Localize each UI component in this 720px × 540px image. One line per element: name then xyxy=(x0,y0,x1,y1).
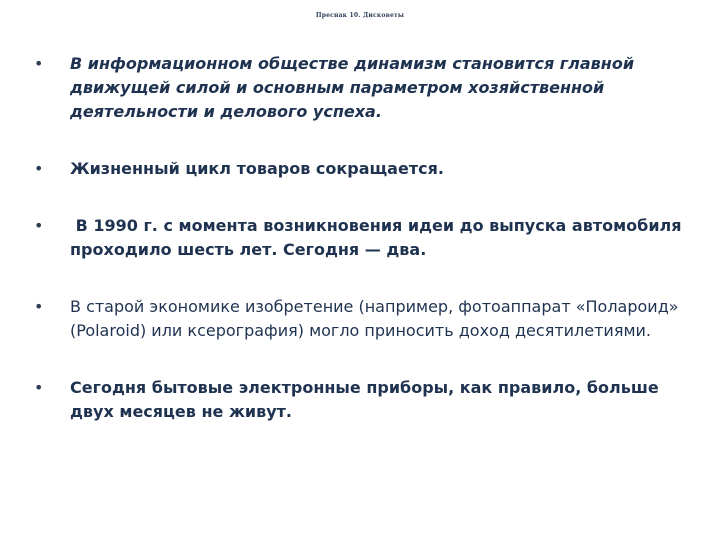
bullet-text: В 1990 г. с момента возникновения идеи до выпуска автомобиля проходило шесть лет. Сегодня — два. xyxy=(70,216,688,259)
bullet-icon: • xyxy=(34,159,44,178)
bullet-icon: • xyxy=(34,216,44,235)
bullet-text: В старой экономике изобретение (например, фотоаппарат «Поларoид» (Polaroid) или ксерография) могло приносить доход десятилетиями. xyxy=(70,297,679,340)
bullet-text: Жизненный цикл товаров сокращается. xyxy=(70,159,444,178)
slide-title: Преснак 10. Дисковеты xyxy=(315,12,405,19)
bullet-icon: • xyxy=(34,378,44,397)
bullet-item-automobile xyxy=(34,214,688,262)
bullet-item-lifecycle xyxy=(34,157,684,181)
bullet-icon: • xyxy=(34,54,44,73)
bullet-item-old-economy xyxy=(34,295,684,343)
bullet-icon: • xyxy=(34,297,44,316)
bullet-text: Сегодня бытовые электронные приборы, как правило, больше двух месяцев не живут. xyxy=(70,378,659,421)
bullet-text: В информационном обществе динамизм становится главной движущей силой и основным параметром хозяйственной деятельности и делового успеха. xyxy=(70,54,635,121)
bullet-item-electronics xyxy=(34,376,684,424)
bullet-list xyxy=(34,52,688,424)
bullet-item-dynamism xyxy=(34,52,684,124)
